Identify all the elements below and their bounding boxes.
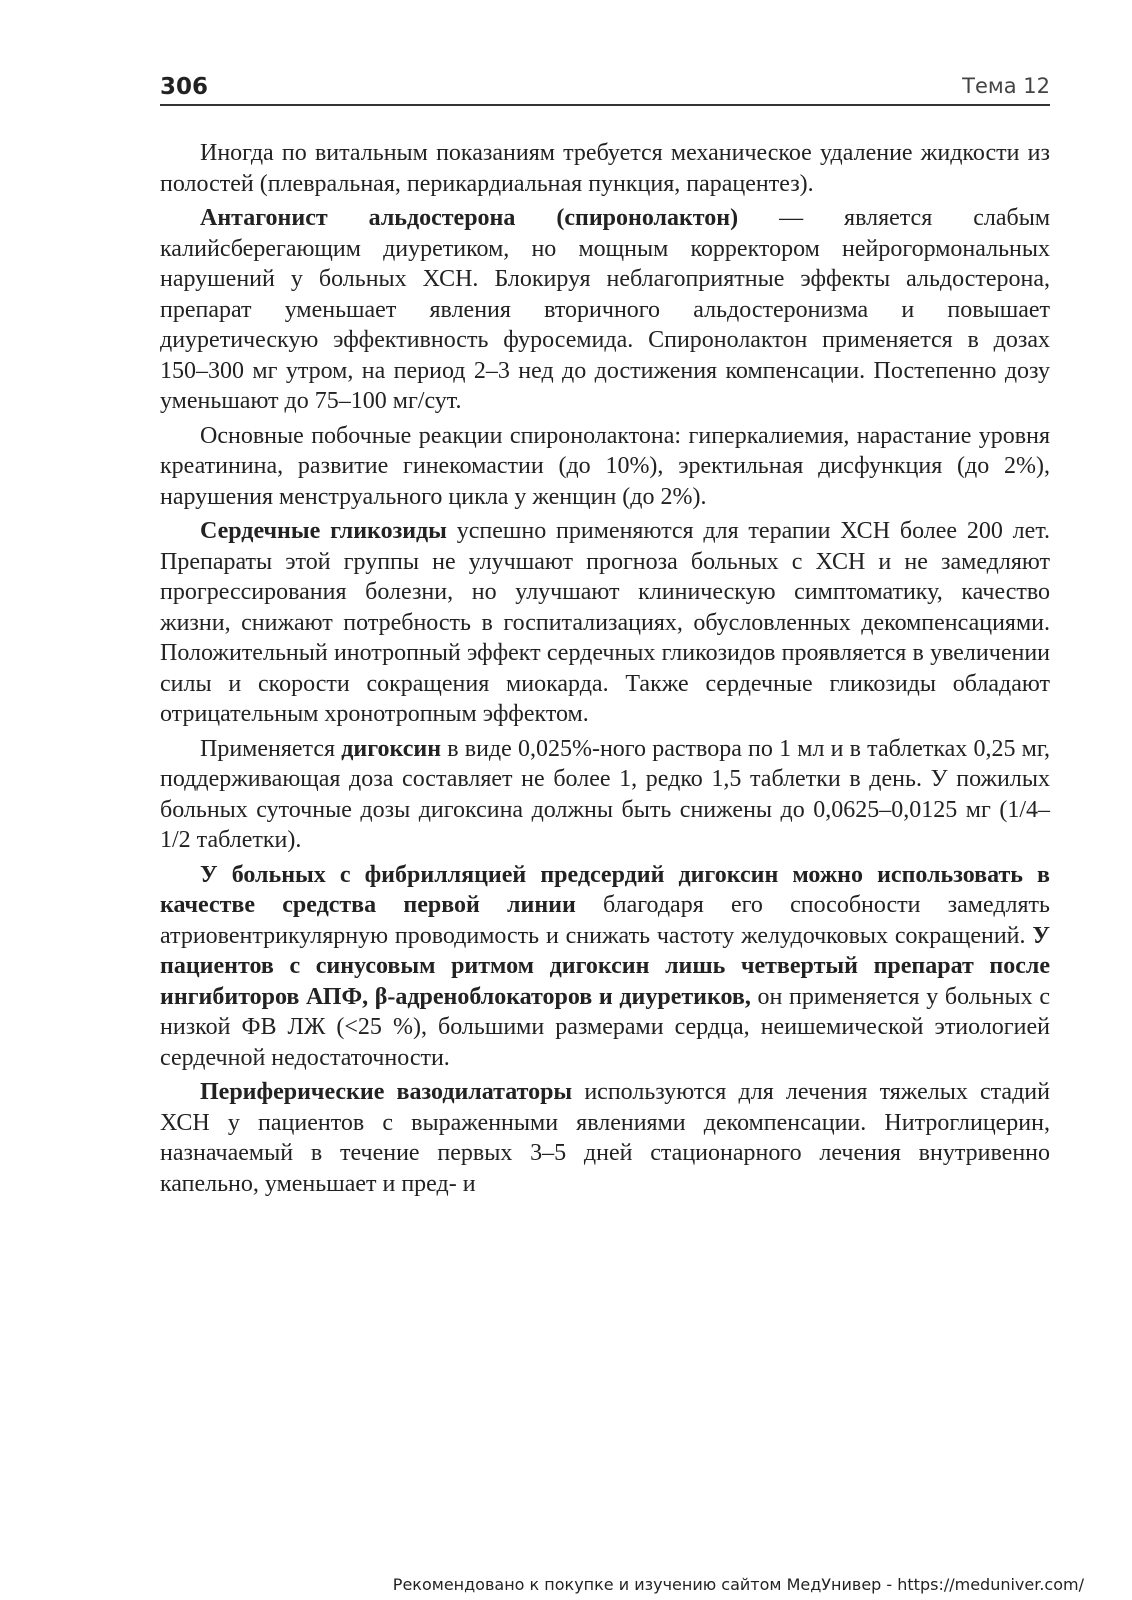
text-run: успешно применяются для терапии ХСН более 200 лет. Препараты этой группы не улучшают прогноза больных с ХСН и не замедляют прогрессирования болезни, но улучшают клиническую симптоматику, качество жизни, снижают потребность в госпитализациях, обусловленных декомпенсациями. Положительный инотропный эффект сердечных гликозидов проявляется в увеличении силы и скорости сокращения миокарда. Также сердечные гликозиды обладают отрицательным хронотропным эффектом. — [160, 518, 1050, 727]
text-run: благодаря его способности замедлять атриовентрикулярную проводимость и снижать частоту желудочковых сокращений. — [160, 892, 1050, 949]
page-header — [160, 74, 1050, 106]
bold-text-run: У пациентов с синусовым ритмом дигоксин лишь четвертый препарат после ингибиторов АПФ, β-адреноблокаторов и диуретиков, — [160, 922, 1050, 1010]
bold-text-run: Сердечные гликозиды — [200, 518, 447, 544]
paragraph — [160, 860, 1050, 1074]
body-text — [160, 138, 1050, 1199]
header-rule — [160, 104, 1050, 106]
text-run: Применяется — [200, 735, 342, 762]
paragraph — [160, 138, 1050, 199]
text-run: он применяется у больных с низкой ФВ ЛЖ (<25 %), большими размерами сердца, неишемической этиологией сердечной недостаточности. — [160, 983, 1050, 1071]
paragraph — [160, 203, 1050, 417]
paragraph — [160, 421, 1050, 513]
text-run: в виде 0,025%-ного раствора по 1 мл и в таблетках 0,25 мг, поддерживающая доза составляет не более 1, редко 1,5 таблетки в день. У пожилых больных суточные дозы дигоксина должны быть снижены до 0,0625–0,0125 мг (1/4–1/2 таблетки). — [160, 735, 1050, 853]
paragraph — [160, 734, 1050, 856]
paragraph — [160, 516, 1050, 730]
paragraph — [160, 1077, 1050, 1199]
bold-text-run: Периферические вазодилататоры — [200, 1079, 573, 1105]
bold-text-run: У больных с фибрилляцией предсердий дигоксин можно использовать в качестве средства первой линии — [160, 861, 1050, 918]
running-head: Тема 12 — [962, 74, 1050, 98]
text-run: Основные побочные реакции спиронолактона: гиперкалиемия, нарастание уровня креатинина, развитие гинекомастии (до 10%), эректильная дисфункция (до 2%), нарушения менструального цикла у женщин (до 2%). — [160, 422, 1050, 510]
bold-text-run: дигоксин — [341, 735, 442, 762]
page-number: 306 — [160, 74, 209, 100]
text-run: — является слабым калийсберегающим диуретиком, но мощным корректором нейрогормональных нарушений у больных ХСН. Блокируя неблагоприятные эффекты альдостерона, препарат уменьшает явления вторичного альдостеронизма и повышает диуретическую эффективность фуросемида. Спиронолактон применяется в дозах 150–300 мг утром, на период 2–3 нед до достижения компенсации. Постепенно дозу уменьшают до 75–100 мг/сут. — [160, 205, 1051, 414]
text-run: Иногда по витальным показаниям требуется механическое удаление жидкости из полостей (плевральная, перикардиальная пункция, парацентез). — [160, 140, 1050, 197]
bold-text-run: Антагонист альдостерона (спиронолактон) — [200, 205, 739, 231]
footer-note: Рекомендовано к покупке и изучению сайтом МедУнивер - https://meduniver.com/ — [392, 1575, 1084, 1594]
text-run: используются для лечения тяжелых стадий ХСН у пациентов с выраженными явлениями декомпенсации. Нитроглицерин, назначаемый в течение первых 3–5 дней стационарного лечения внутривенно капельно, уменьшает и пред- и — [160, 1079, 1050, 1197]
